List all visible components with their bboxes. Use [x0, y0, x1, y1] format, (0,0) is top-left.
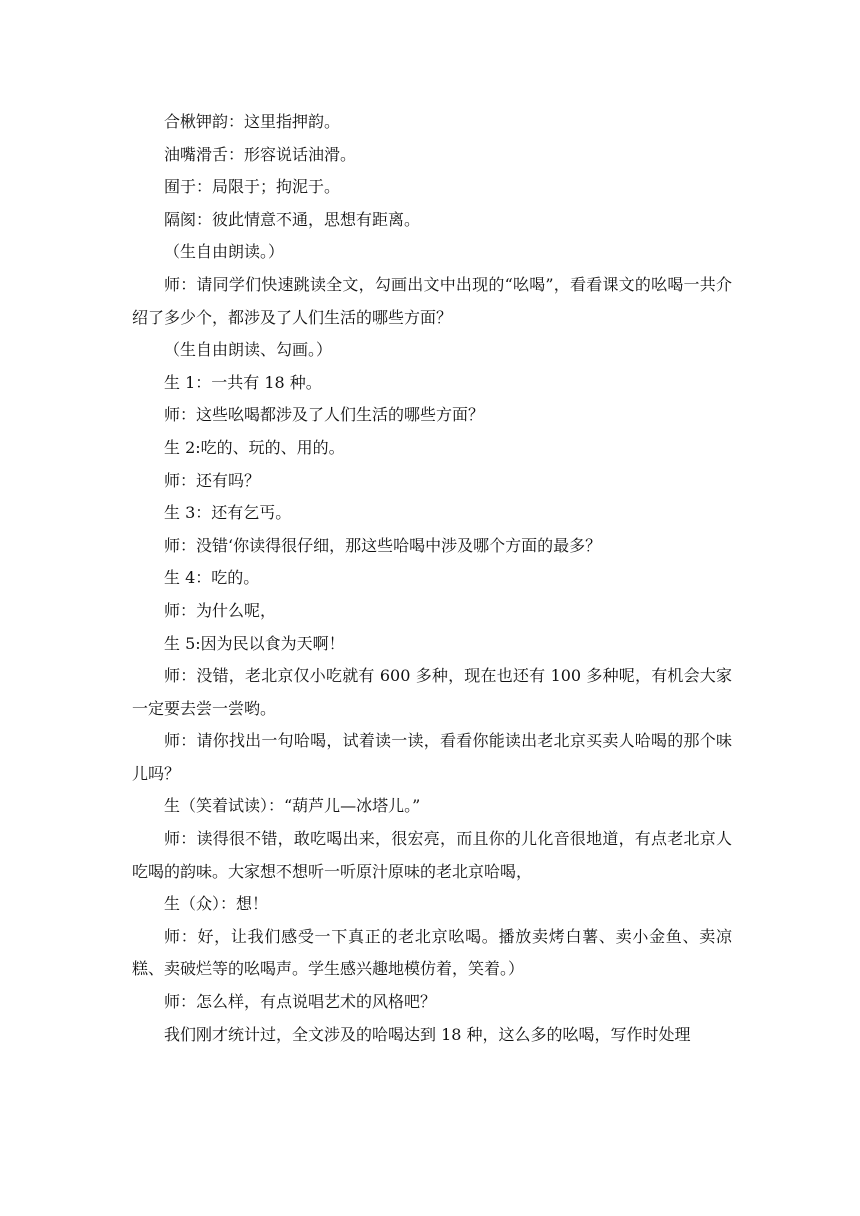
paragraph: 师：怎么样，有点说唱艺术的风格吧？: [164, 992, 437, 1012]
paragraph: 生 3：还有乞丐。: [164, 503, 292, 523]
paragraph: 师：这些吆喝都涉及了人们生活的哪些方面？: [164, 405, 485, 425]
paragraph: 生（笑着试读）：“葫芦儿—冰塔儿。”: [164, 796, 421, 816]
paragraph: 师：为什么呢，: [164, 600, 277, 620]
document-body: [132, 106, 732, 1051]
paragraph: 生 5:因为民以食为天啊！: [164, 633, 345, 653]
paragraph: 师：没错‘你读得很仔细，那这些哈喝中涉及哪个方面的最多？: [164, 535, 602, 555]
paragraph: 生 4：吃的。: [164, 568, 260, 588]
paragraph: （生自由朗读。）: [164, 242, 285, 262]
paragraph: 囿于：局限于；拘泥于。: [164, 177, 341, 197]
paragraph: 师：还有吗？: [164, 470, 261, 490]
paragraph: 隔阂：彼此情意不通，思想有距离。: [164, 209, 421, 229]
paragraph: （生自由朗读、勾画。）: [164, 340, 333, 360]
paragraph: 合楸钾韵：这里指押韵。: [164, 112, 341, 131]
paragraph: 师：读得很不错，敢吃喝出来，很宏亮，而且你的儿化音很地道，有点老北京人吃喝的韵味。大家想不想听一听原汁原味的老北京哈喝，: [132, 829, 732, 881]
paragraph: 生 1：一共有 18 种。: [164, 372, 322, 392]
paragraph: 油嘴滑舌：形容说话油滑。: [164, 144, 357, 164]
paragraph: 师：好，让我们感受一下真正的老北京吆喝。播放卖烤白薯、卖小金鱼、卖凉糕、卖破烂等的吆喝声。学生感兴趣地模仿着，笑着。）: [132, 926, 732, 979]
paragraph: 师：请你找出一句哈喝，试着读一读，看看你能读出老北京买卖人哈喝的那个味儿吗？: [132, 731, 732, 783]
paragraph: 我们刚才统计过，全文涉及的哈喝达到 18 种，这么多的吆喝，写作时处理: [164, 1024, 691, 1044]
paragraph: 师：没错，老北京仅小吃就有 600 多种，现在也还有 100 多种呢，有机会大家一定要去尝一尝哟。: [132, 666, 732, 718]
paragraph: 生（众）：想！: [164, 894, 269, 914]
paragraph: 生 2:吃的、玩的、用的。: [164, 437, 345, 457]
paragraph: 师：请同学们快速跳读全文，勾画出文中出现的“吆喝”，看看课文的吆喝一共介绍了多少个，都涉及了人们生活的哪些方面？: [132, 274, 732, 327]
